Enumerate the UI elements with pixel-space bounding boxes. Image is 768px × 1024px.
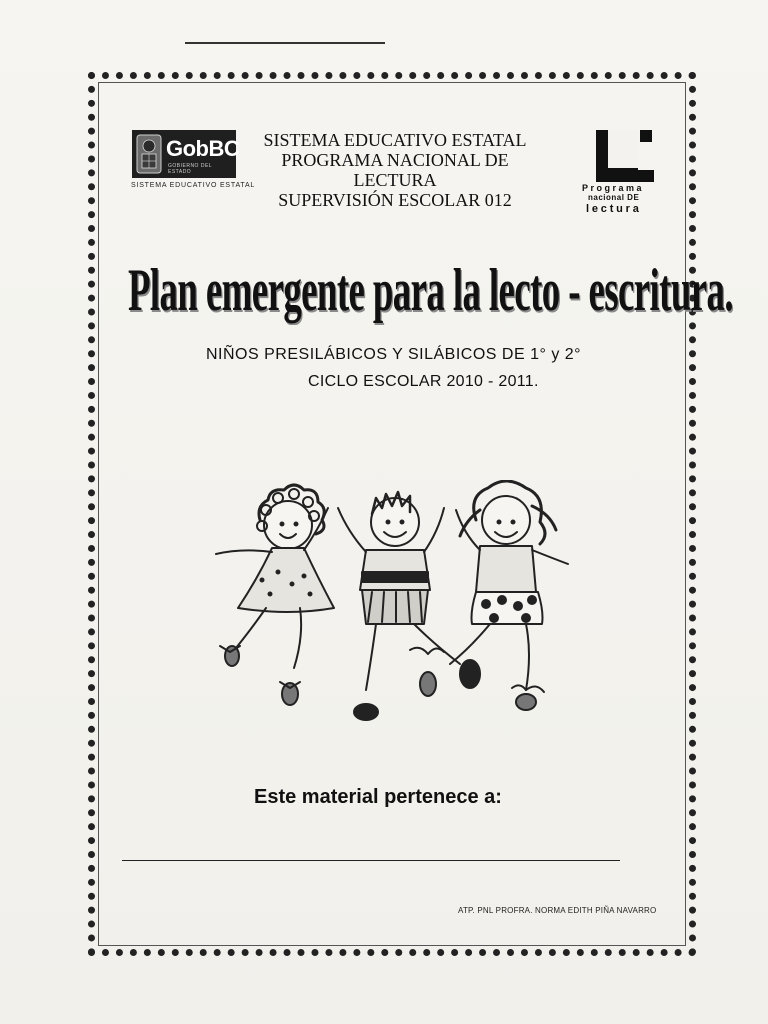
owner-label: Este material pertenece a: bbox=[254, 786, 502, 808]
header-line-2: PROGRAMA NACIONAL DE LECTURA bbox=[281, 150, 509, 190]
girl-right-figure bbox=[410, 481, 568, 710]
gobbc-small-text: GOBIERNO DEL ESTADO bbox=[168, 163, 212, 175]
gobbc-caption: SISTEMA EDUCATIVO ESTATAL bbox=[131, 182, 256, 189]
three-children-illustration bbox=[200, 480, 580, 730]
title-container bbox=[128, 244, 733, 339]
gobbc-logo bbox=[132, 130, 240, 178]
pnl-line-3: lectura bbox=[586, 203, 642, 215]
author-credit: ATP. PNL PROFRA. NORMA EDITH PIÑA NAVARRO bbox=[458, 906, 657, 915]
pnl-line-1: Programa bbox=[582, 183, 645, 193]
subtitle-line-1: NIÑOS PRESILÁBICOS Y SILÁBICOS DE 1° y 2° bbox=[206, 346, 582, 363]
subtitle-line-2: CICLO ESCOLAR 2010 - 2011. bbox=[308, 373, 539, 390]
top-edge-line bbox=[185, 42, 385, 44]
document-header bbox=[240, 130, 550, 210]
owner-name-line bbox=[122, 860, 620, 861]
boy-center-figure bbox=[338, 492, 480, 720]
pnl-logo-text bbox=[582, 183, 658, 215]
document-title: Plan emergente para la lecto - escritura. bbox=[128, 257, 733, 323]
state-seal-icon bbox=[136, 134, 162, 174]
header-line-1: SISTEMA EDUCATIVO ESTATAL bbox=[263, 130, 527, 150]
pnl-l-mark-icon bbox=[596, 130, 654, 182]
header-line-3: SUPERVISIÓN ESCOLAR 012 bbox=[278, 190, 512, 210]
girl-left-figure bbox=[216, 485, 334, 705]
pnl-line-2: nacional DE bbox=[588, 193, 640, 202]
gobbc-name: GobBC bbox=[166, 136, 240, 161]
